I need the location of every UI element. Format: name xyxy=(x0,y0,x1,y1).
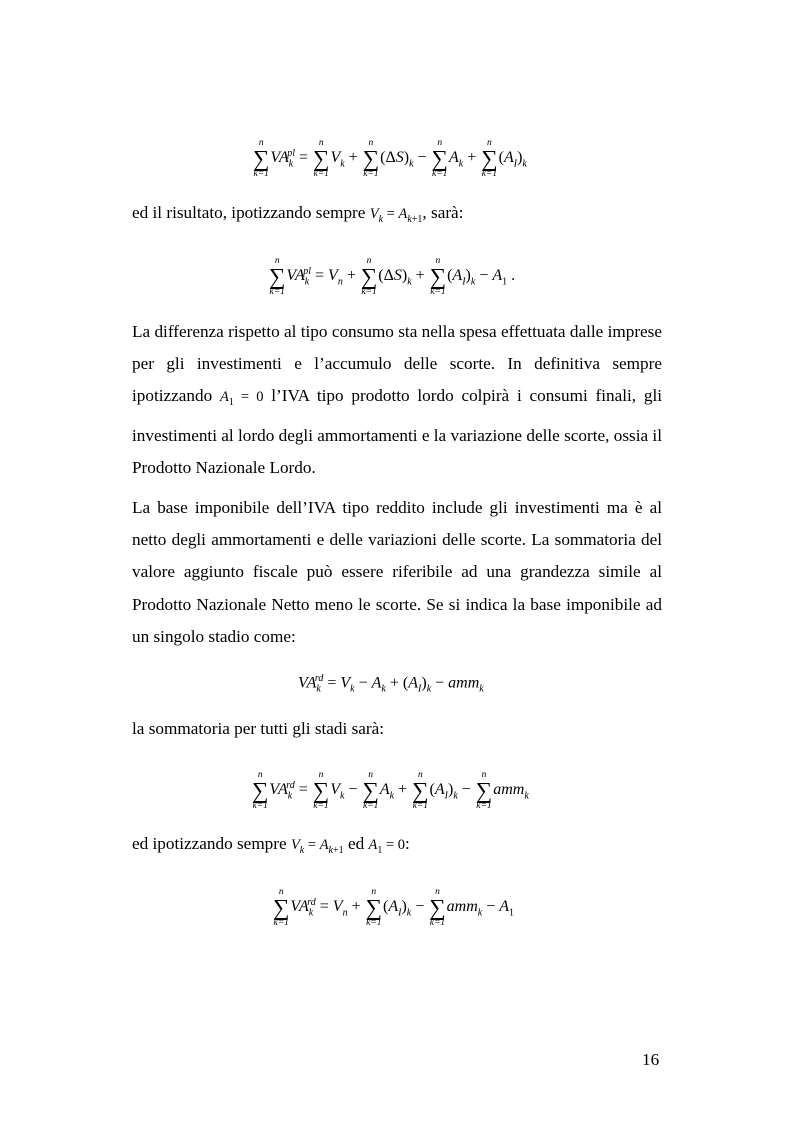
equation-1: n ∑ k=1 $VA_k^{pl}$ = n ∑ k=1 $V_k$ + n ∑ k=1 $(\Delta S)_k$ − n ∑ k=1 $A_k$ + n ∑ k=1 $(A_I)_k$ xyxy=(253,138,527,179)
paragraph-2: La base imponibile dell’IVA tipo reddito include gli investimenti ma è al netto degli ammortamenti e delle variazioni delle scorte. La sommatoria del valore aggiunto fiscale può essere riferibile ad una grandezza simile al Prodotto Nazionale Netto meno le scorte. Se si indica la base imponibile ad un singolo stadio come: xyxy=(132,498,662,646)
equation-3: $VA_k^{rd} = V_k - A_k + (A_I)_k - amm_k$ xyxy=(298,673,484,695)
text-line-1: ed il risultato, ipotizzando sempre $V_k = A_{k+1}$, sarà: xyxy=(132,203,464,225)
text-segment: : xyxy=(405,834,410,853)
text-segment: ed xyxy=(343,834,369,853)
equation-2: n ∑ k=1 $VA_k^{pl} = V_n$ + n ∑ k=1 $(\Delta S)_k$ + n ∑ k=1 $(A_I)_k - A_1$ . xyxy=(269,256,516,297)
equation-5: n ∑ k=1 $VA_k^{rd} = V_n$ + n ∑ k=1 $(A_I)_k$ − n ∑ k=1 $amm_k - A_1$ xyxy=(273,887,515,928)
text-segment: , sarà: xyxy=(422,203,464,222)
paragraph-1: La differenza rispetto al tipo consumo sta nella spesa effettuata dalle imprese per gli investimenti e l’accumulo delle scorte. In definitiva sempre ipotizzando $A_1 = 0$ l’IVA tipo prodotto lordo colpirà i consumi finali, gli investimenti al lordo degli ammortamenti e la variazione delle scorte, ossia il Prodotto Nazionale Lordo. xyxy=(132,322,662,477)
text-line-3: ed ipotizzando sempre $V_k = A_{k+1}$ ed $A_1 = 0$: xyxy=(132,834,410,856)
page-number: 16 xyxy=(642,1050,660,1069)
text-segment: La differenza rispetto al tipo consumo sta nella spesa effettuata dalle imprese per gli investimenti e l’accumulo delle scorte. In definitiva sempre ipotizzando xyxy=(132,322,662,406)
text-segment: ed ipotizzando sempre xyxy=(132,834,291,853)
equation-4: n ∑ k=1 $VA_k^{rd}$ = n ∑ k=1 $V_k$ − n ∑ k=1 $A_k$ + n ∑ k=1 $(A_I)_k$ − n ∑ k=1 amm$_k$ xyxy=(252,770,529,811)
text-line-2: la sommatoria per tutti gli stadi sarà: xyxy=(132,719,385,738)
text-segment: ed il risultato, ipotizzando sempre xyxy=(132,203,370,222)
text-segment: l’IVA tipo prodotto lordo colpirà i consumi finali, gli investimenti al lordo degli ammortamenti e la variazione delle scorte, ossia il Prodotto Nazionale Lordo. xyxy=(132,386,662,477)
